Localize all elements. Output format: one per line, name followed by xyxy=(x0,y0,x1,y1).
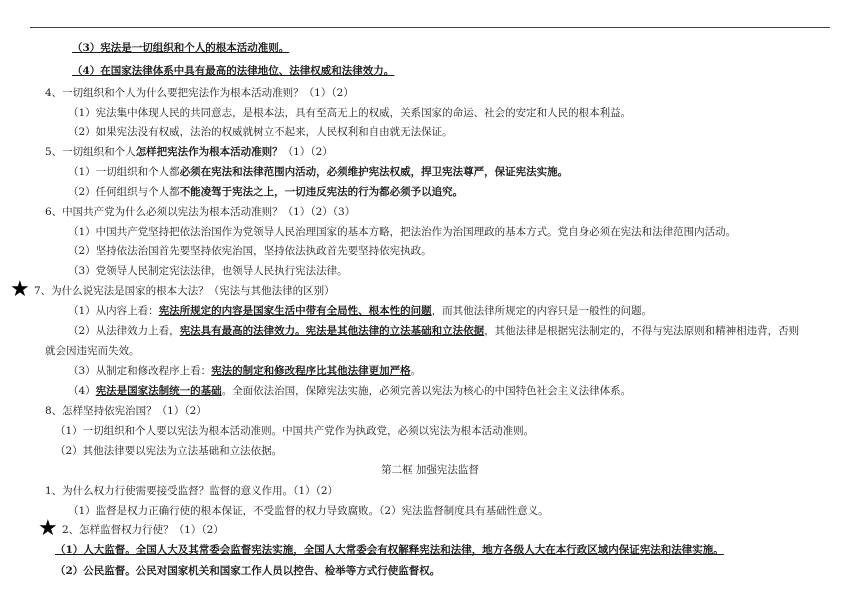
text-bold: 必须在宪法和法律范围内活动，必须维护宪法权威，捍卫宪法尊严，保证宪法实施。 xyxy=(179,166,569,178)
text-normal: ，而其他法律所规定的内容只是一般性的问题。 xyxy=(431,305,653,317)
text-line: （1）宪法集中体现人民的共同意志，是根本法，具有至高无上的权威，关系国家的命运、社会的安定和人民的根本利益。 xyxy=(68,107,632,119)
text-line: （2）其他法律要以宪法为立法基础和立法依据。 xyxy=(55,445,283,457)
section-heading: 第二框 加强宪法监督 xyxy=(381,464,479,476)
text-line: （1）一切组织和个人要以宪法为根本活动准则。中国共产党作为执政党，必须以宪法为根本活动准则。 xyxy=(55,425,535,437)
text-normal: 。全面依法治国，保障宪法实施，必须完善以宪法为核心的中国特色社会主义法律体系。 xyxy=(221,385,632,397)
text-bold: 宪法具有最高的法律效力。宪法是其他法律的立法基础和立法依据 xyxy=(179,325,485,337)
text-line xyxy=(68,304,652,318)
text-line: （2）如果宪法没有权威，法治的权威就树立不起来，人民权利和自由就无法保证。 xyxy=(68,126,453,138)
text-line: （1）人大监督。全国人大及其常委会监督宪法实施，全国人大常委会有权解释宪法和法律，地方各级人大在本行政区域内保证宪法和法律实施。 xyxy=(55,544,724,556)
text-line xyxy=(68,165,568,179)
text-normal: （2）任何组织与个人都 xyxy=(68,186,180,198)
question-1: 1、为什么权力行使需要接受监督？监督的意义作用。（1）（2） xyxy=(45,485,339,497)
text-line xyxy=(68,384,631,398)
text-line: 就会因违宪而失效。 xyxy=(45,345,140,357)
text-normal: （2）从法律效力上看， xyxy=(68,325,180,337)
text-normal: （4） xyxy=(68,385,96,397)
text-normal: （1）一切组织和个人都 xyxy=(68,166,180,178)
text-normal: （3）从制定和修改程序上看： xyxy=(68,365,212,377)
text-normal: （1）从内容上看： xyxy=(68,305,159,317)
question-2: 2、怎样监督权力行使？（1）（2） xyxy=(62,524,224,536)
text-line xyxy=(68,364,421,378)
text-line: （1）中国共产党坚持把依法治国作为党领导人民治理国家的基本方略，把法治作为治国理政的基本方式。党自身必须在宪法和法律范围内活动。 xyxy=(68,226,737,238)
text-bold: 宪法是国家法制统一的基础 xyxy=(95,385,222,397)
text-line: （2）坚持依法治国首先要坚持依宪治国，坚持依法执政首先要坚持依宪执政。 xyxy=(68,245,432,257)
text-line: （4）在国家法律体系中具有最高的法律地位、法律权威和法律效力。 xyxy=(72,65,395,77)
text-line: （2）公民监督。公民对国家机关和国家工作人员以控告、检举等方式行使监督权。 xyxy=(55,565,441,577)
text-normal: 5、一切组织和个人 xyxy=(45,146,136,158)
question-5 xyxy=(45,145,333,159)
text-line: （3）宪法是一切组织和个人的根本活动准则。 xyxy=(72,42,290,54)
text-line xyxy=(68,185,463,199)
text-line: （3）党领导人民制定宪法法律，也领导人民执行宪法法律。 xyxy=(68,265,348,277)
text-normal: 。 xyxy=(410,365,422,377)
black-star-icon: ★ xyxy=(10,277,30,302)
question-6: 6、中国共产党为什么必须以宪法为根本活动准则？（1）（2）（3） xyxy=(45,206,356,218)
text-bold: 怎样把宪法作为根本活动准则？ xyxy=(135,146,283,158)
text-normal: （1）（2） xyxy=(282,146,333,158)
text-bold: 不能凌驾于宪法之上，一切违反宪法的行为都必须予以追究。 xyxy=(179,186,464,198)
question-4: 4、一切组织和个人为什么要把宪法作为根本活动准则？（1）（2） xyxy=(45,87,354,99)
text-bold: 宪法的制定和修改程序比其他法律更加严格 xyxy=(211,365,411,377)
text-line xyxy=(68,324,799,338)
question-7: 7、为什么说宪法是国家的根本大法？（宪法与其他法律的区别） xyxy=(34,285,335,297)
text-bold: 宪法所规定的内容是国家生活中带有全局性、根本性的问题 xyxy=(158,305,432,317)
black-star-icon: ★ xyxy=(38,516,58,541)
question-8: 8、怎样坚持依宪治国？（1）（2） xyxy=(45,405,207,417)
text-line: （1）监督是权力正确行使的根本保证，不受监督的权力导致腐败。（2）宪法监督制度具有基础性意义。 xyxy=(68,505,549,517)
text-normal: ，其他法律是根据宪法制定的，不得与宪法原则和精神相违背，否则 xyxy=(484,325,800,337)
header-rule xyxy=(30,27,830,28)
